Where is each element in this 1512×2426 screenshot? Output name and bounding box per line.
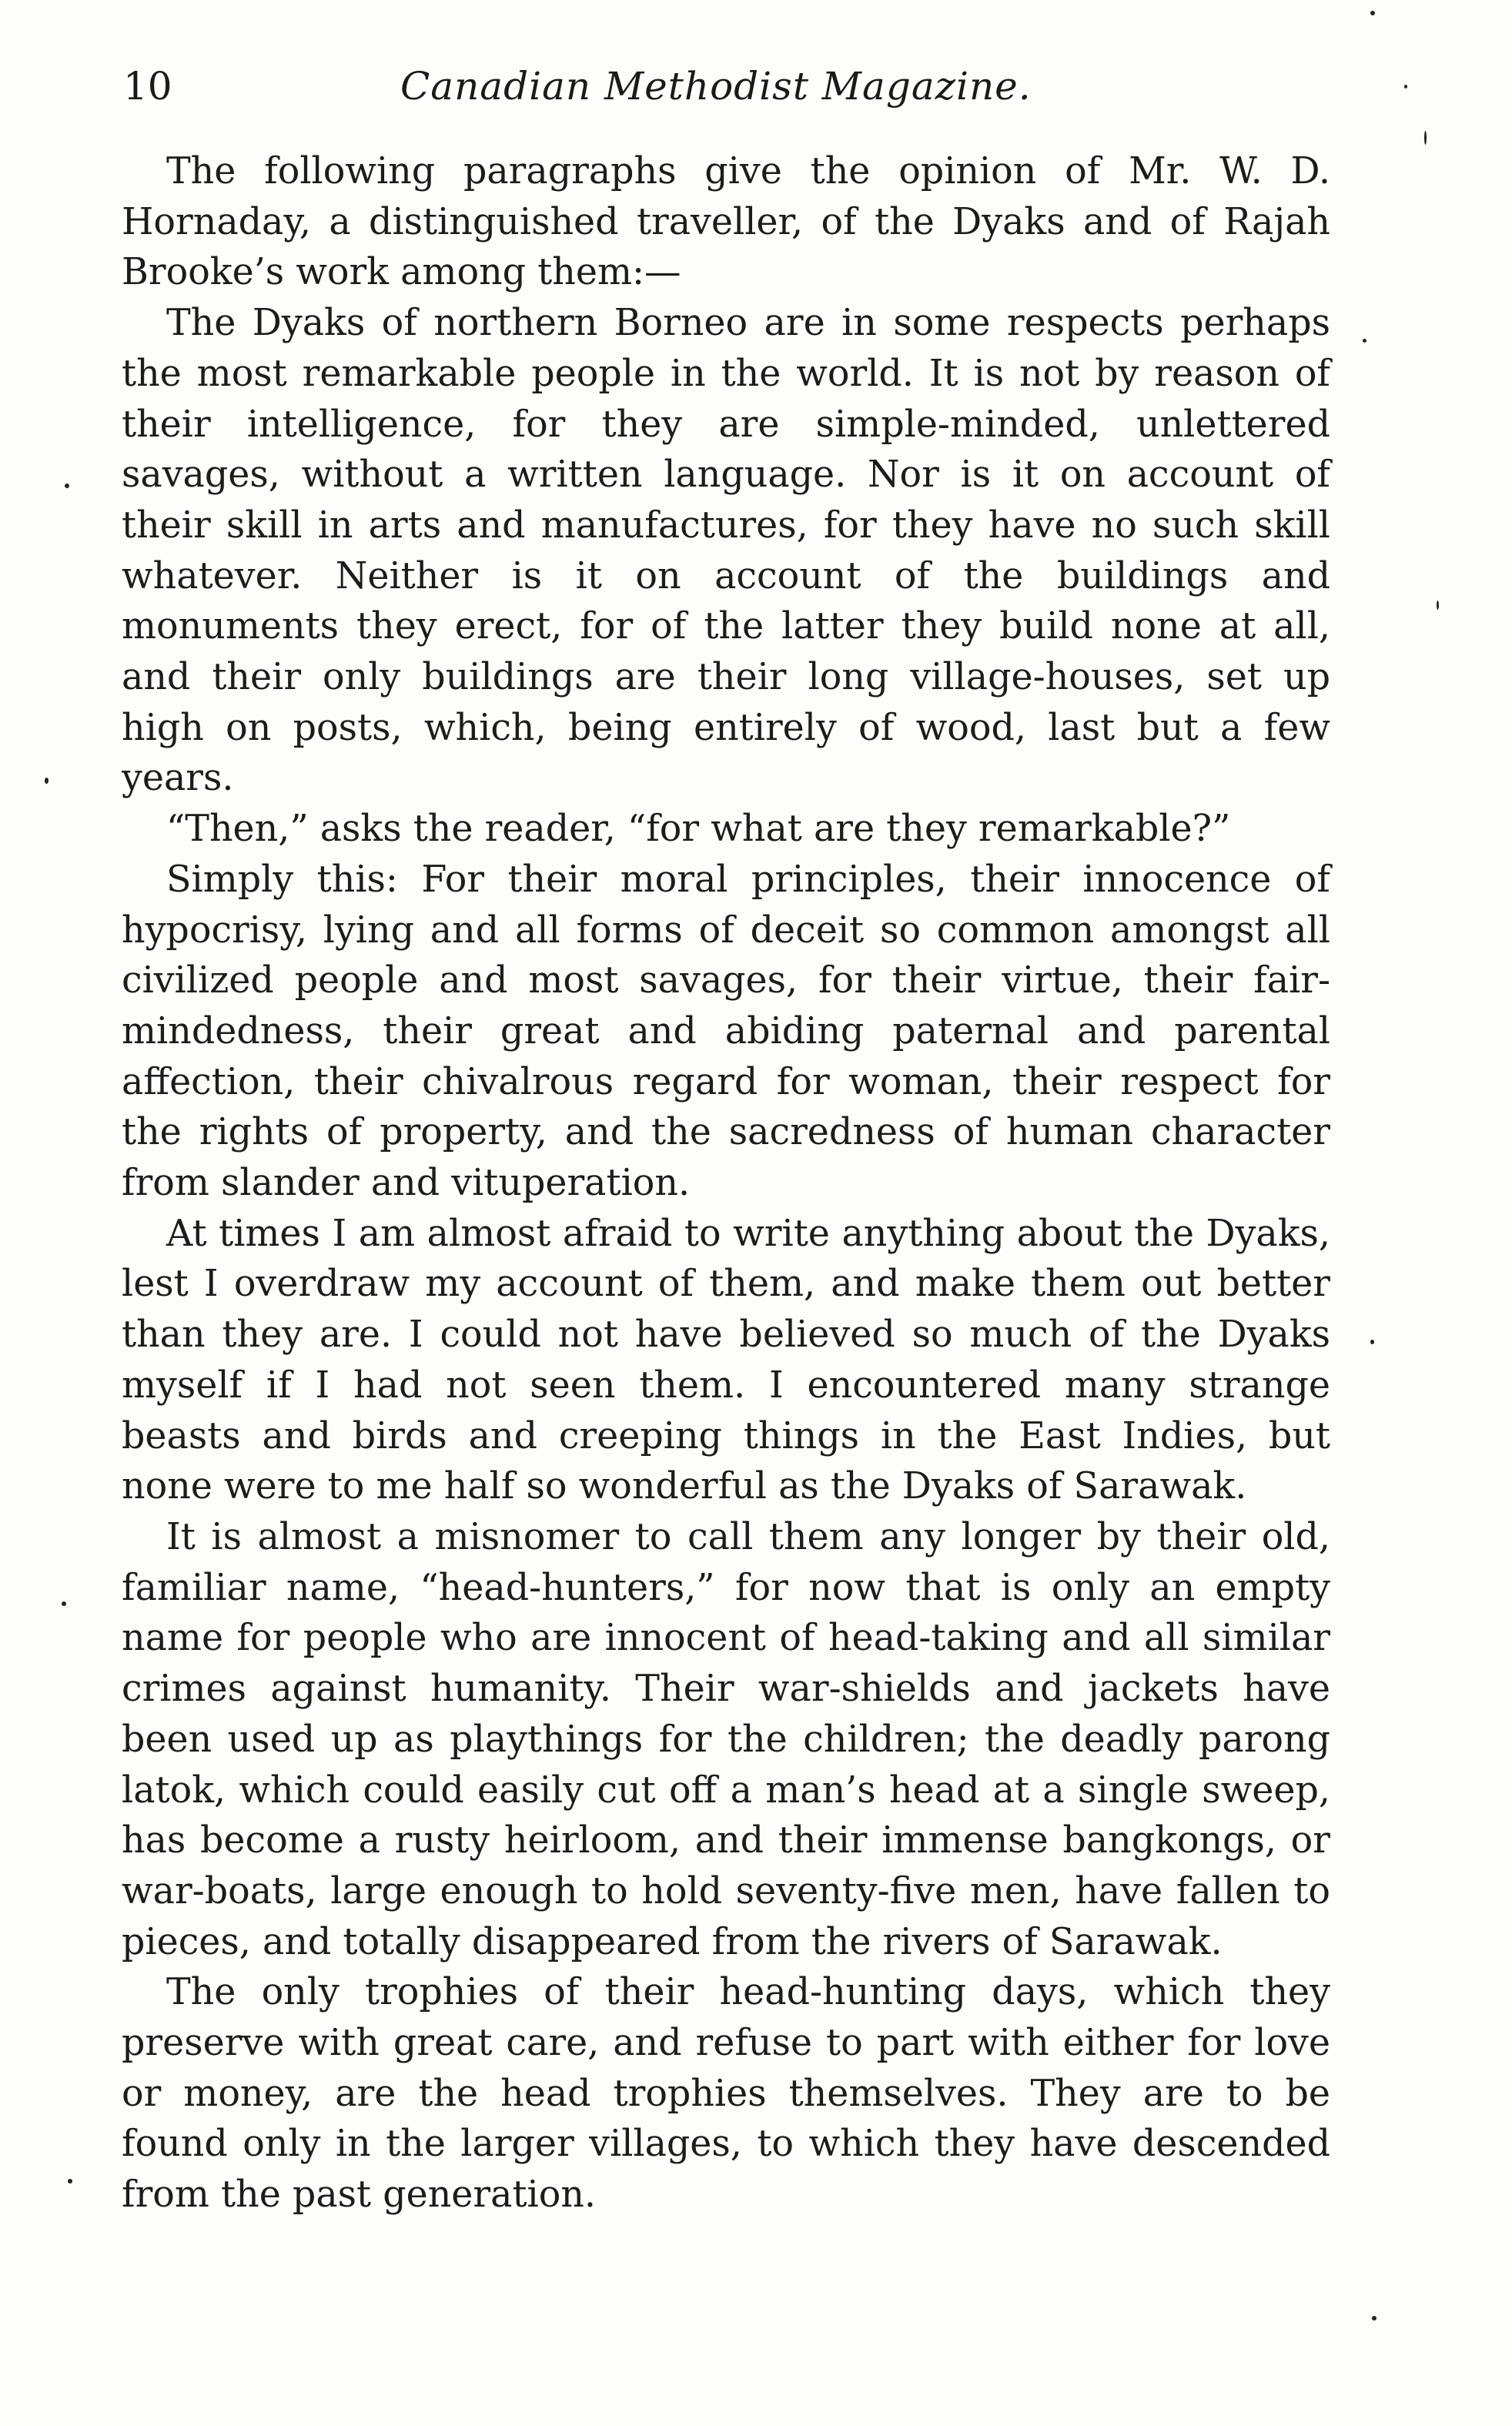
scan-speck [1372,2316,1377,2321]
paragraph: Simply this: For their moral principles, their innocence of hypocrisy, lying and all forms of deceit so common amongst all civilized people and most savages, for their virtue, their fair-mindedness, their great and abiding paternal and parental affection, their chivalrous regard for woman, their respect for the rights of property, and the sacredness of human character from slander and vituperation. [122,858,1330,1205]
scan-speck [1370,11,1375,15]
paragraph: At times I am almost afraid to write anything about the Dyaks, lest I overdraw my account of them, and make them out better than they are. I could not have believed so much of the Dyaks myself if I had not seen them. I encountered many strange beasts and birds and creeping things in the East Indies, but none were to me half so wonderful as the Dyaks of Sarawak. [122,1212,1330,1508]
paragraph: The Dyaks of northern Borneo are in some respects perhaps the most remarkable people in the world. It is not by reason of their intelligence, for they are simple-minded, unlettered savages, without a written language. Nor is it on account of their skill in arts and manufactures, for they have no such skill whatever. Neither is it on account of the buildings and monuments they erect, for of the latter they build none at all, and their only buildings are their long village-houses, set up high on posts, which, being entirely of wood, last but a few years. [122,302,1330,800]
scan-speck [1437,601,1439,610]
article-body [122,146,1330,2220]
scan-speck [1404,85,1407,89]
scan-speck [1370,1340,1374,1344]
paragraph: The only trophies of their head-hunting days, which they preserve with great care, and refuse to part with either for love or money, are the head trophies themselves. They are to be found only in the larger villages, to which they have descended from the past generation. [122,1971,1330,2217]
paragraph: The following paragraphs give the opinion of Mr. W. D. Hornaday, a distinguished traveller, of the Dyaks and of Rajah Brooke’s work among them:— [122,150,1330,294]
scan-speck [68,2179,72,2183]
paragraph: “Then,” asks the reader, “for what are they remarkable?” [166,808,1231,851]
scan-speck [1363,339,1366,343]
scan-speck [1424,131,1427,145]
scan-speck [65,484,69,488]
scan-speck [62,1601,66,1606]
paragraph: It is almost a misnomer to call them any longer by their old, familiar name, “head-hunters,” for now that is only an empty name for people who are innocent of head-taking and all similar crimes against humanity. Their war-shields and jackets have been used up as playthings for the children; the deadly parong latok, which could easily cut off a man’s head at a single sweep, has become a rusty heirloom, and their immense bangkongs, or war-boats, large enough to hold seventy-five men, have fallen to pieces, and totally disappeared from the rivers of Sarawak. [122,1515,1330,1963]
scan-speck [45,778,49,784]
page-number: 10 [123,64,172,109]
page-header [123,55,1340,117]
running-title: Canadian Methodist Magazine. [400,64,1032,109]
